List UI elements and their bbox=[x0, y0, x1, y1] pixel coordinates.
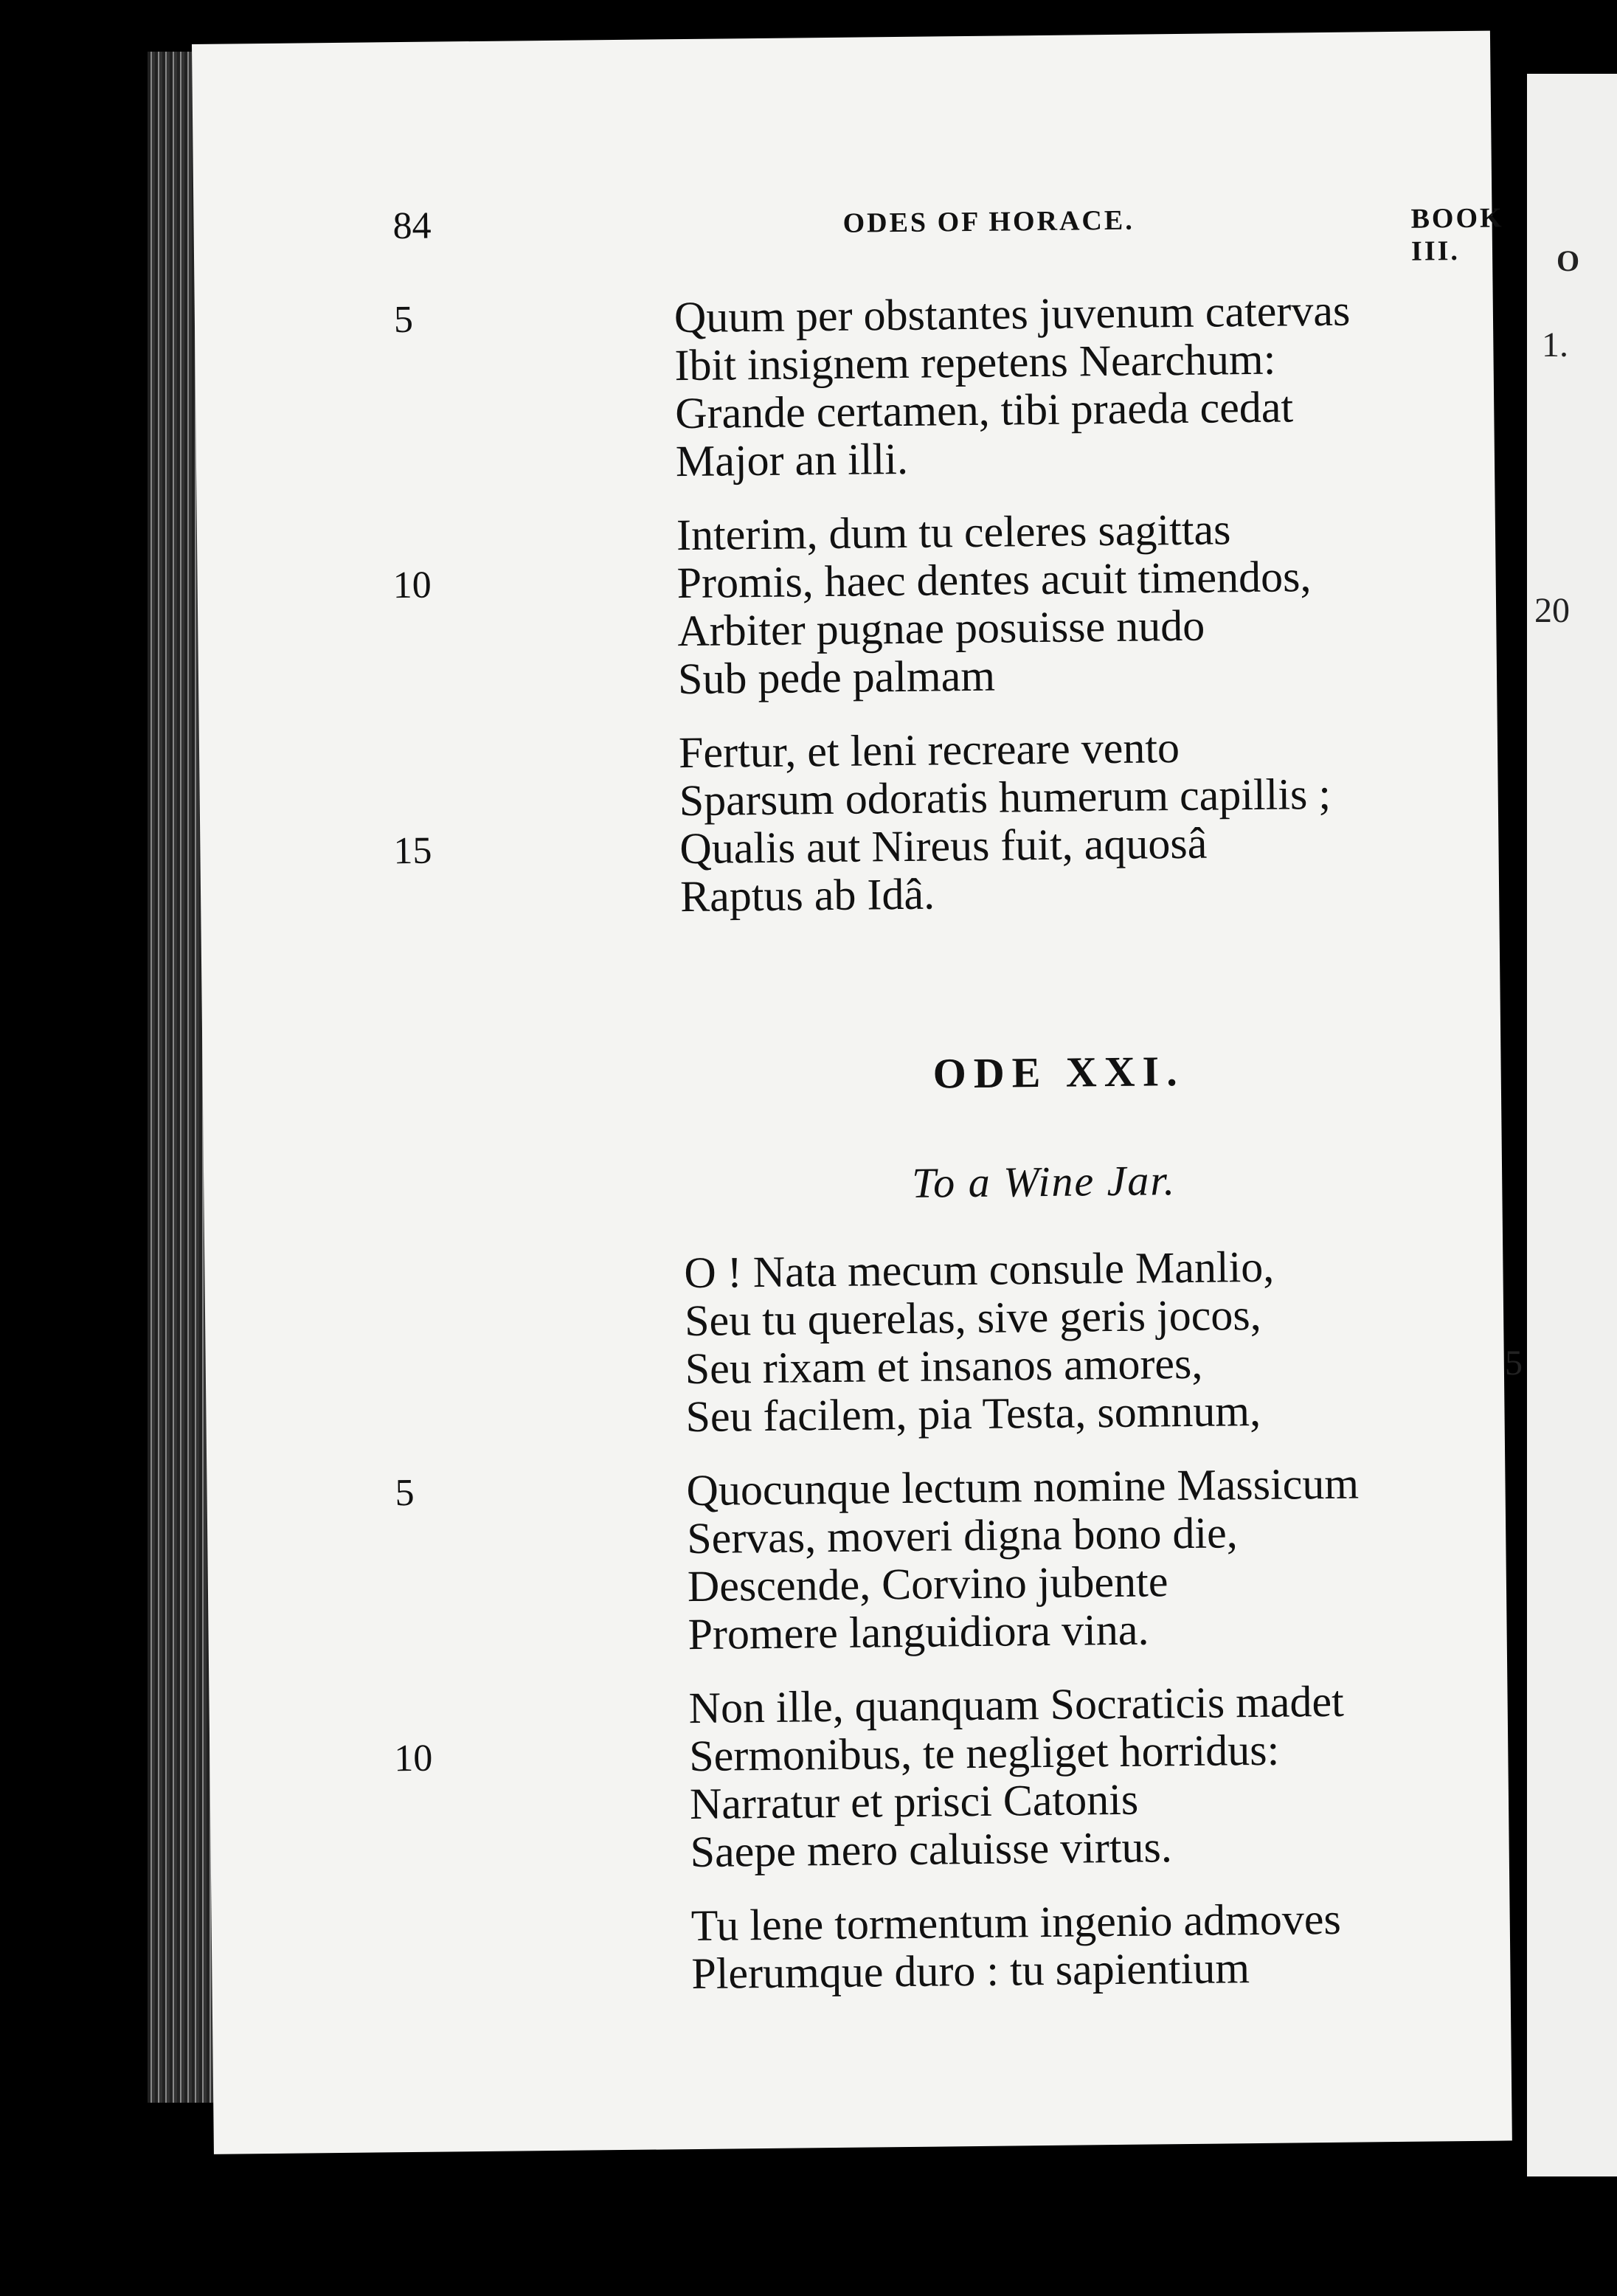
ode-subtitle: To a Wine Jar. bbox=[911, 1156, 1177, 1207]
line-number: 5 bbox=[395, 1471, 415, 1515]
verse-line: O ! Nata mecum consule Manlio, bbox=[684, 1242, 1275, 1298]
book-page bbox=[192, 31, 1512, 2154]
verse-line: Non ille, quanquam Socraticis madet bbox=[688, 1676, 1345, 1733]
verse-line: Seu rixam et insanos amores, bbox=[685, 1338, 1203, 1394]
verse-line: Fertur, et leni recreare vento bbox=[678, 723, 1180, 778]
verse-line: Raptus ab Idâ. bbox=[679, 869, 935, 921]
verse-line: Descende, Corvino jubente bbox=[687, 1557, 1168, 1611]
running-title: ODES OF HORACE. bbox=[842, 204, 1135, 239]
line-number: 10 bbox=[392, 564, 432, 607]
verse-line: Narratur et prisci Catonis bbox=[689, 1774, 1139, 1829]
verse-line: Grande certamen, tibi praeda cedat bbox=[674, 382, 1294, 438]
verse-line: Quum per obstantes juvenum catervas bbox=[674, 286, 1351, 342]
verse-line: Interim, dum tu celeres sagittas bbox=[676, 505, 1231, 560]
verse-line: Servas, moveri digna bono die, bbox=[686, 1508, 1239, 1563]
verse-line: Promere languidiora vina. bbox=[688, 1605, 1149, 1659]
ode-title: ODE XXI. bbox=[932, 1046, 1185, 1098]
verse-line: Saepe mero caluisse virtus. bbox=[690, 1822, 1173, 1877]
page-header bbox=[193, 193, 1504, 267]
verse-line: Promis, haec dentes acuit timendos, bbox=[676, 552, 1312, 608]
facing-page-fragment: 5 bbox=[1505, 1344, 1523, 1383]
verse-line: Quocunque lectum nomine Massicum bbox=[686, 1459, 1360, 1515]
facing-page-fragment: 1. bbox=[1542, 325, 1568, 364]
line-number: 10 bbox=[394, 1737, 433, 1780]
facing-page-edge bbox=[1505, 74, 1617, 2176]
page-number: 84 bbox=[392, 204, 432, 248]
line-number: 5 bbox=[393, 298, 414, 342]
verse-line: Seu tu querelas, sive geris jocos, bbox=[684, 1290, 1261, 1346]
verse-line: Qualis aut Nireus fuit, aquosâ bbox=[679, 818, 1208, 874]
verse-line: Sub pede palmam bbox=[677, 651, 996, 704]
verse-line: Tu lene tormentum ingenio admoves bbox=[690, 1894, 1342, 1951]
line-number: 15 bbox=[393, 829, 432, 873]
book-label: BOOK III. bbox=[1410, 202, 1504, 267]
verse-line: Seu facilem, pia Testa, somnum, bbox=[685, 1386, 1261, 1442]
verse-line: Sermonibus, te negliget horridus: bbox=[688, 1725, 1280, 1781]
verse-line: Ibit insignem repetens Nearchum: bbox=[674, 334, 1276, 390]
verse-line: Arbiter pugnae posuisse nudo bbox=[677, 601, 1205, 656]
verse-line: Major an illi. bbox=[675, 434, 909, 486]
facing-page-fragment: 20 bbox=[1534, 591, 1570, 630]
verse-line: Sparsum odoratis humerum capillis ; bbox=[679, 769, 1332, 826]
verse-line: Plerumque duro : tu sapientium bbox=[691, 1943, 1250, 1999]
facing-page-fragment: O bbox=[1557, 244, 1580, 277]
